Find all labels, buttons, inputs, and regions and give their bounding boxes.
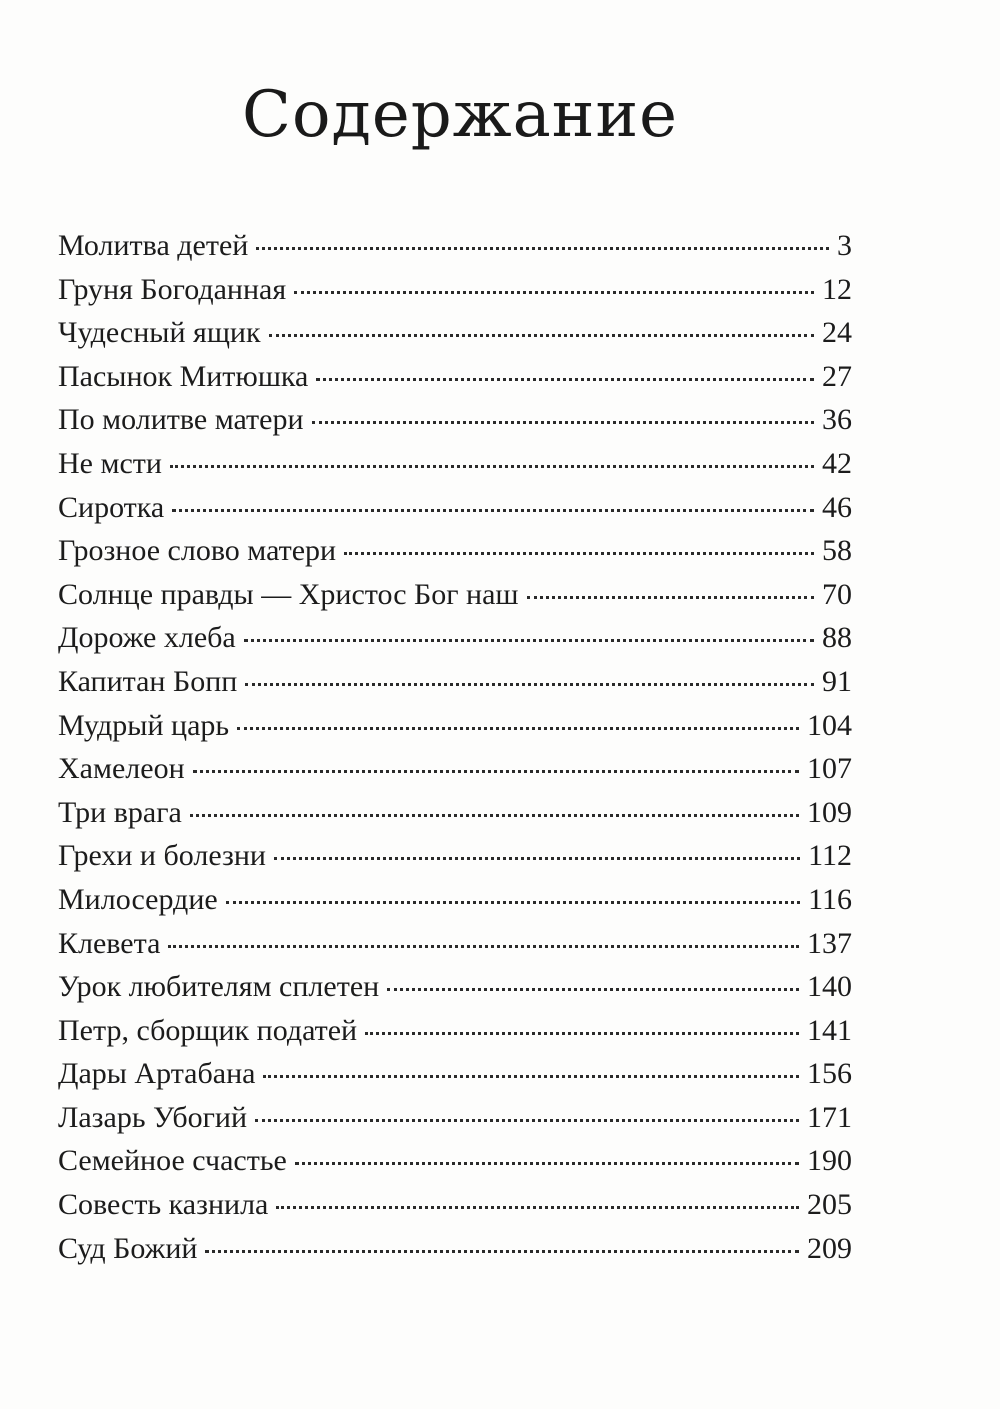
toc-entry-page-number: 107 xyxy=(807,752,852,786)
toc-entry-title: Груня Богоданная xyxy=(58,272,287,306)
dot-leader xyxy=(263,1075,799,1078)
toc-entry-page-number: 112 xyxy=(808,839,852,873)
toc-entry xyxy=(58,965,852,1009)
dot-leader xyxy=(527,596,814,599)
dot-leader xyxy=(312,421,815,424)
dot-leader xyxy=(294,291,814,294)
toc-entry xyxy=(58,1052,852,1096)
toc-entry-title: Сиротка xyxy=(58,490,165,524)
toc-entry-page-number: 58 xyxy=(822,534,852,568)
toc-entry xyxy=(58,747,852,791)
toc-entry xyxy=(58,1183,852,1227)
toc-entry-page-number: 91 xyxy=(822,664,852,698)
toc-entry xyxy=(58,791,852,835)
dot-leader xyxy=(295,1162,799,1165)
dot-leader xyxy=(190,814,799,817)
toc-entry-title: Солнце правды — Христос Бог наш xyxy=(58,577,519,611)
toc-entry xyxy=(58,311,852,355)
toc-entry-title: Грозное слово матери xyxy=(58,534,337,568)
toc-entry-title: Петр, сборщик податей xyxy=(58,1013,358,1047)
dot-leader xyxy=(172,509,814,512)
toc-entry-page-number: 12 xyxy=(822,272,852,306)
toc-entry-title: Не мсти xyxy=(58,446,162,480)
toc-entry-page-number: 27 xyxy=(822,359,852,393)
toc-entry-title: По молитве матери xyxy=(58,403,304,437)
toc-entry-title: Совесть казнила xyxy=(58,1188,269,1222)
toc-entry-title: Дороже хлеба xyxy=(58,621,236,655)
toc-entry-title: Капитан Бопп xyxy=(58,664,238,698)
toc-entry xyxy=(58,529,852,573)
toc-entry xyxy=(58,660,852,704)
dot-leader xyxy=(226,901,800,904)
toc-entry-title: Чудесный ящик xyxy=(58,316,261,350)
toc-entry-title: Три врага xyxy=(58,795,182,829)
toc-entry-title: Пасынок Митюшка xyxy=(58,359,309,393)
dot-leader xyxy=(245,683,814,686)
toc-entry-page-number: 205 xyxy=(807,1188,852,1222)
toc-entry xyxy=(58,616,852,660)
dot-leader xyxy=(274,857,800,860)
toc-entry-page-number: 88 xyxy=(822,621,852,655)
toc-entry-title: Грехи и болезни xyxy=(58,839,266,873)
dot-leader xyxy=(255,1119,799,1122)
toc-entry-page-number: 171 xyxy=(807,1100,852,1134)
toc-entry xyxy=(58,573,852,617)
dot-leader xyxy=(387,988,799,991)
toc-entry-page-number: 140 xyxy=(807,970,852,1004)
toc-entry xyxy=(58,1096,852,1140)
toc-entry-page-number: 209 xyxy=(807,1231,852,1265)
toc-entry-page-number: 190 xyxy=(807,1144,852,1178)
toc-entry-page-number: 109 xyxy=(807,795,852,829)
toc-entry-page-number: 141 xyxy=(807,1013,852,1047)
toc-entry xyxy=(58,355,852,399)
toc-entry-title: Семейное счастье xyxy=(58,1144,287,1178)
toc-entry-page-number: 137 xyxy=(807,926,852,960)
toc-entry-title: Милосердие xyxy=(58,882,218,916)
toc-entry xyxy=(58,1227,852,1271)
dot-leader xyxy=(237,727,799,730)
toc-entry-page-number: 156 xyxy=(807,1057,852,1091)
toc-entry-title: Дары Артабана xyxy=(58,1057,256,1091)
toc-entry-page-number: 3 xyxy=(837,229,852,262)
dot-leader xyxy=(168,945,799,948)
toc-entry-title: Хамелеон xyxy=(58,752,185,786)
toc-entry xyxy=(58,268,852,312)
dot-leader xyxy=(344,552,814,555)
toc-entry-page-number: 42 xyxy=(822,446,852,480)
toc-entry-title: Молитва детей xyxy=(58,229,249,262)
toc-entry xyxy=(58,878,852,922)
toc-entry-page-number: 104 xyxy=(807,708,852,742)
toc-entry xyxy=(58,1139,852,1183)
toc-entry-title: Клевета xyxy=(58,926,161,960)
toc-entry xyxy=(58,704,852,748)
toc-entry xyxy=(58,1009,852,1053)
toc-entry-page-number: 24 xyxy=(822,316,852,350)
dot-leader xyxy=(276,1206,799,1209)
dot-leader xyxy=(170,465,814,468)
table-of-contents xyxy=(58,224,852,1270)
dot-leader xyxy=(316,378,814,381)
toc-entry-page-number: 116 xyxy=(808,882,852,916)
toc-entry xyxy=(58,922,852,966)
toc-entry-title: Урок любителям сплетен xyxy=(58,970,380,1004)
toc-entry-page-number: 36 xyxy=(822,403,852,437)
toc-entry-title: Лазарь Убогий xyxy=(58,1100,248,1134)
dot-leader xyxy=(269,334,814,337)
toc-entry-page-number: 70 xyxy=(822,577,852,611)
toc-entry-title: Суд Божий xyxy=(58,1231,198,1265)
toc-entry xyxy=(58,442,852,486)
dot-leader xyxy=(244,639,814,642)
page-title: Содержание xyxy=(242,78,678,152)
toc-entry xyxy=(58,834,852,878)
toc-entry xyxy=(58,224,852,268)
toc-entry xyxy=(58,486,852,530)
toc-entry xyxy=(58,398,852,442)
dot-leader xyxy=(365,1032,799,1035)
dot-leader xyxy=(205,1250,799,1253)
dot-leader xyxy=(193,770,799,773)
dot-leader xyxy=(256,247,829,250)
toc-entry-page-number: 46 xyxy=(822,490,852,524)
toc-entry-title: Мудрый царь xyxy=(58,708,230,742)
